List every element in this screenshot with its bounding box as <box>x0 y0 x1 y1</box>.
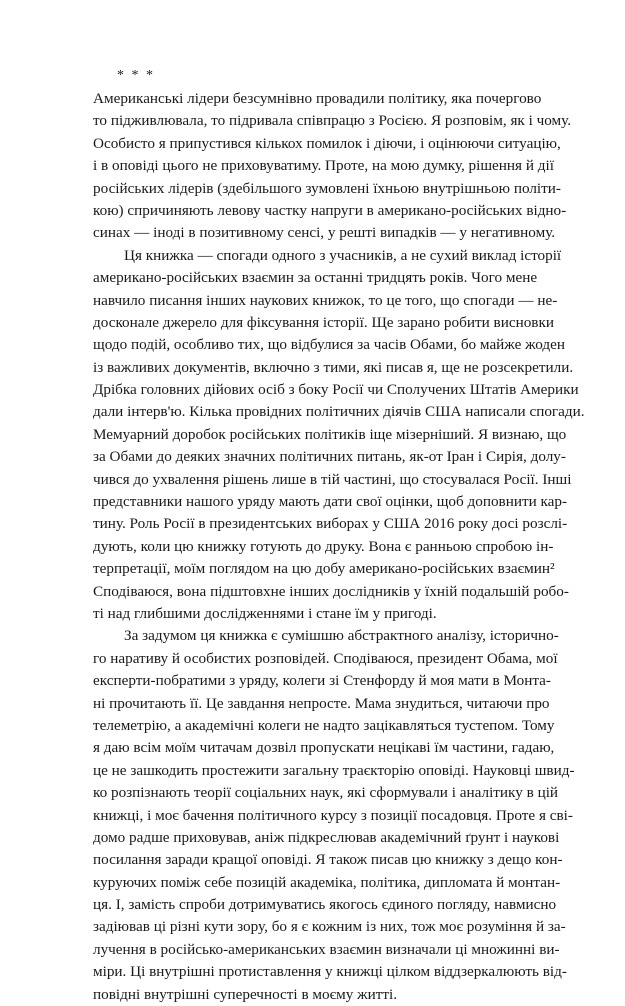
text-line: синах — іноді в позитивному сенсі, у решті випадків — у негативному. <box>93 224 556 242</box>
text-line: дують, коли цю книжку готують до друку. Вона є ранньою спробою ін- <box>93 537 554 555</box>
text-line: повідні внутрішні суперечності в моєму житті. <box>93 985 398 1003</box>
text-line: американо-російських взаємин за останні тридцять років. Чого мене <box>93 269 538 287</box>
text-line: ні прочитають її. Це завдання непросте. Мама знудиться, читаючи про <box>93 694 550 712</box>
text-line: го наративу й особистих розповідей. Сподіваюся, президент Обама, мої <box>93 649 558 667</box>
text-line: Мемуарний доробок російських політиків іще мізерніший. Я визнаю, що <box>93 425 567 443</box>
text-line: ко розпізнають теорії соціальних наук, які сформували і аналітику в цій <box>93 784 559 802</box>
text-line: досконале джерело для фіксування історії. Ще зарано робити висновки <box>93 313 554 331</box>
text-line: За задумом ця книжка є сумішшю абстрактного аналізу, історично- <box>124 627 559 645</box>
text-line: із важливих документів, включно з тими, які писав я, ще не розсекретили. <box>93 358 574 376</box>
text-line: щодо подій, особливо тих, що відбулися за часів Обами, бо майже жоден <box>93 336 566 354</box>
text-line: Дрібка головних дійових осіб з боку Росії чи Сполучених Штатів Америки <box>93 381 579 399</box>
text-line: куруючих поміж себе позицій академіка, політика, дипломата й монтан- <box>93 873 561 891</box>
text-line: Особисто я припустився кількох помилок і діючи, і оцінюючи ситуацію, <box>93 134 561 152</box>
text-line: то підживлювала, то підривала співпрацю з Росією. Я розповім, як і чому. <box>93 112 572 130</box>
text-line: за Обами до деяких значних політичних питань, як-от Іран і Сирія, долу- <box>93 448 566 466</box>
text-line: ця. І, замість спроби дотримуватись якогось єдиного погляду, навмисно <box>93 896 557 914</box>
text-line: дали інтерв'ю. Кілька провідних політичних діячів США написали спогади. <box>93 403 585 421</box>
text-line: телеметрію, а академічні колеги не надто зацікавляться тустепом. Тому <box>93 716 555 734</box>
section-separator: * * * <box>117 68 155 83</box>
text-line: чився до ухвалення рішень лише в тій частині, що стосувалася Росії. Інші <box>93 470 572 488</box>
text-line: експерти-побратими з уряду, колеги зі Стенфорду й моя мати в Монта- <box>93 672 551 690</box>
text-line: ті над глибшими дослідженнями і стане їм у пригоді. <box>93 604 437 622</box>
paragraph <box>93 88 572 245</box>
text-line: і в оповіді цього не приховуватиму. Проте, на мою думку, рішення й дії <box>93 157 554 175</box>
text-line: російських лідерів (здебільшого зумовлені їхньою внутрішньою політи- <box>93 179 561 197</box>
text-line: книжці, і моє бачення політичного курсу з позиції посадовця. Проте я сві- <box>93 806 573 824</box>
text-line: Ця книжка — спогади одного з учасників, а не сухий виклад історії <box>124 246 562 264</box>
text-line: домо радше приховував, аніж підкреслював академічний ґрунт і наукові <box>93 828 560 846</box>
text-line: терпретації, моїм поглядом на цю добу американо-російських взаємин² <box>93 560 555 578</box>
text-line: задіював ці різні кути зору, бо я є кожним із них, тож моє розуміння й за- <box>93 918 566 936</box>
text-line: я даю всім моїм читачам дозвіл пропускати нецікаві їм частини, гадаю, <box>93 739 555 757</box>
paragraph <box>93 245 585 626</box>
text-line: Американські лідери безсумнівно провадили політику, яка почергово <box>93 90 542 107</box>
text-line: це не зашкодить простежити загальну траєкторію оповіді. Науковці швид- <box>93 761 575 779</box>
text-line: тину. Роль Росії в президентських виборах у США 2016 року досі розслі- <box>93 515 568 533</box>
body-text <box>93 88 585 1006</box>
text-line: міри. Ці внутрішні протиставлення у книжці цілком віддзеркалюють від- <box>93 963 567 981</box>
text-line: навчило писання інших наукових книжок, то це того, що спогади — не- <box>93 291 558 309</box>
text-line: посилання заради кращої оповіді. Я також писав цю книжку з дещо кон- <box>93 851 563 869</box>
text-line: Сподіваюся, вона підштовхне інших дослідників у їхній подальшій робо- <box>93 582 569 600</box>
text-line: лучення в російсько-американських взаємин визначали ці множинні ви- <box>93 940 560 958</box>
text-line: представники нашого уряду мають дати свої оцінки, щоб доповнити кар- <box>93 493 568 511</box>
paragraph <box>93 625 575 1006</box>
text-line: кою) спричиняють левову частку напруги в американо-російських відно- <box>93 201 567 219</box>
